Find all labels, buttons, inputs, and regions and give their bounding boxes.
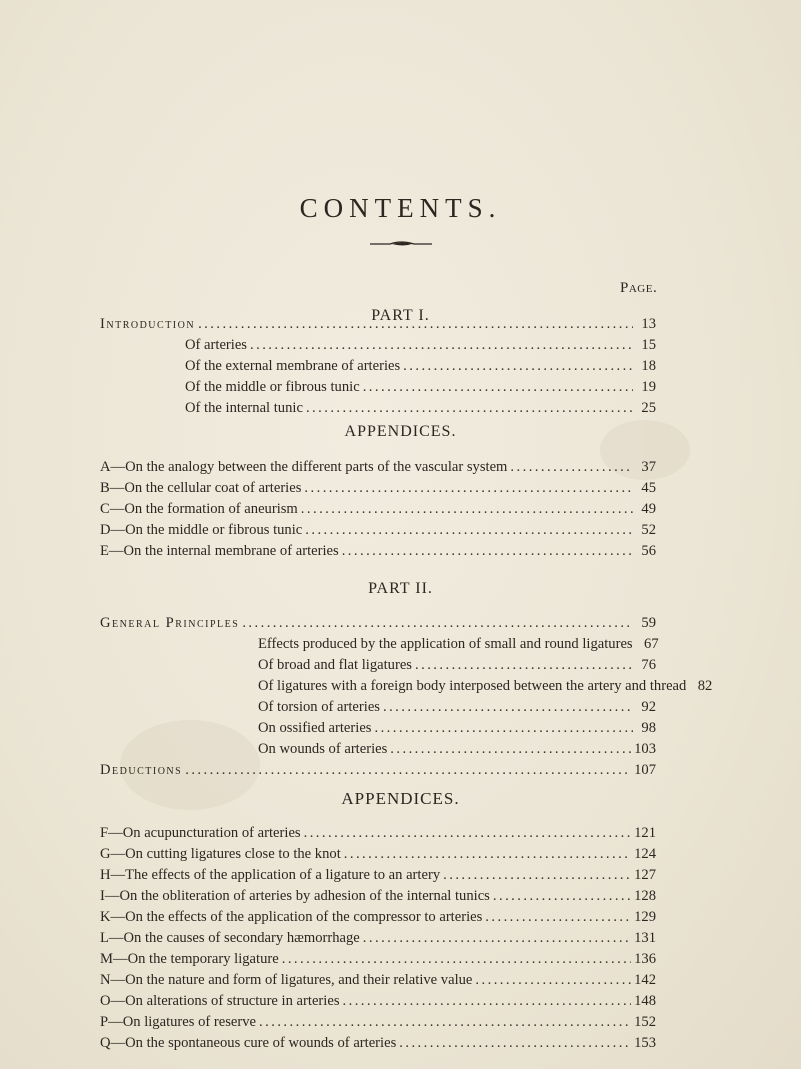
toc-entry: Effects produced by the application of small and round ligatures 67 xyxy=(258,636,659,652)
toc-entry: Q—On the spontaneous cure of wounds of arteries . . . 153 xyxy=(100,1033,656,1053)
toc-entry: On ossified arteries . . . 98 xyxy=(258,718,656,738)
toc-entry: Deductions . . . 107 xyxy=(100,760,656,780)
toc-entry: E—On the internal membrane of arteries . . . 56 xyxy=(100,541,656,561)
toc-entry: F—On acupuncturation of arteries . . . 121 xyxy=(100,823,656,843)
toc-entry: On wounds of arteries . . . 103 xyxy=(258,739,656,759)
toc-entry: Of torsion of arteries . . . 92 xyxy=(258,697,656,717)
toc-entry: H—The effects of the application of a ligature to an artery . . . 127 xyxy=(100,865,656,885)
part-2-heading: PART II. xyxy=(368,580,433,597)
toc-entry: L—On the causes of secondary hæmorrhage . . . 131 xyxy=(100,928,656,948)
toc-entry: C—On the formation of aneurism . . . 49 xyxy=(100,499,656,519)
toc-entry: Of ligatures with a foreign body interposed between the artery and thread 82 xyxy=(258,678,713,694)
page-column-label: Page. xyxy=(620,280,658,296)
toc-entry: P—On ligatures of reserve . . . 152 xyxy=(100,1012,656,1032)
divider-ornament-icon xyxy=(370,240,432,248)
toc-entry: Of the middle or fibrous tunic . . . 19 xyxy=(185,377,656,397)
toc-entry: Of broad and flat ligatures . . . 76 xyxy=(258,655,656,675)
toc-entry: B—On the cellular coat of arteries . . . 45 xyxy=(100,478,656,498)
toc-entry: I—On the obliteration of arteries by adhesion of the internal tunics . . . 128 xyxy=(100,886,656,906)
toc-entry: Introduction . . . 13 xyxy=(100,314,656,334)
toc-entry: G—On cutting ligatures close to the knot . . . 124 xyxy=(100,844,656,864)
toc-entry: N—On the nature and form of ligatures, and their relative value . . . 142 xyxy=(100,970,656,990)
appendices-heading: APPENDICES. xyxy=(344,423,457,440)
toc-entry: M—On the temporary ligature . . . 136 xyxy=(100,949,656,969)
toc-entry: Of the internal tunic . . . 25 xyxy=(185,398,656,418)
page-title: CONTENTS. xyxy=(299,193,502,223)
toc-entry: General Principles . . . 59 xyxy=(100,613,656,633)
toc-entry: O—On alterations of structure in arteries . . . 148 xyxy=(100,991,656,1011)
toc-entry: Of arteries . . . 15 xyxy=(185,335,656,355)
toc-entry: D—On the middle or fibrous tunic . . . 52 xyxy=(100,520,656,540)
appendices-heading: APPENDICES. xyxy=(341,789,460,808)
toc-entry: Of the external membrane of arteries . . . 18 xyxy=(185,356,656,376)
toc-entry: K—On the effects of the application of the compressor to arteries . . . 129 xyxy=(100,907,656,927)
toc-entry: A—On the analogy between the different parts of the vascular system . . . 37 xyxy=(100,457,656,477)
part-1-heading: PART I. xyxy=(371,307,430,324)
